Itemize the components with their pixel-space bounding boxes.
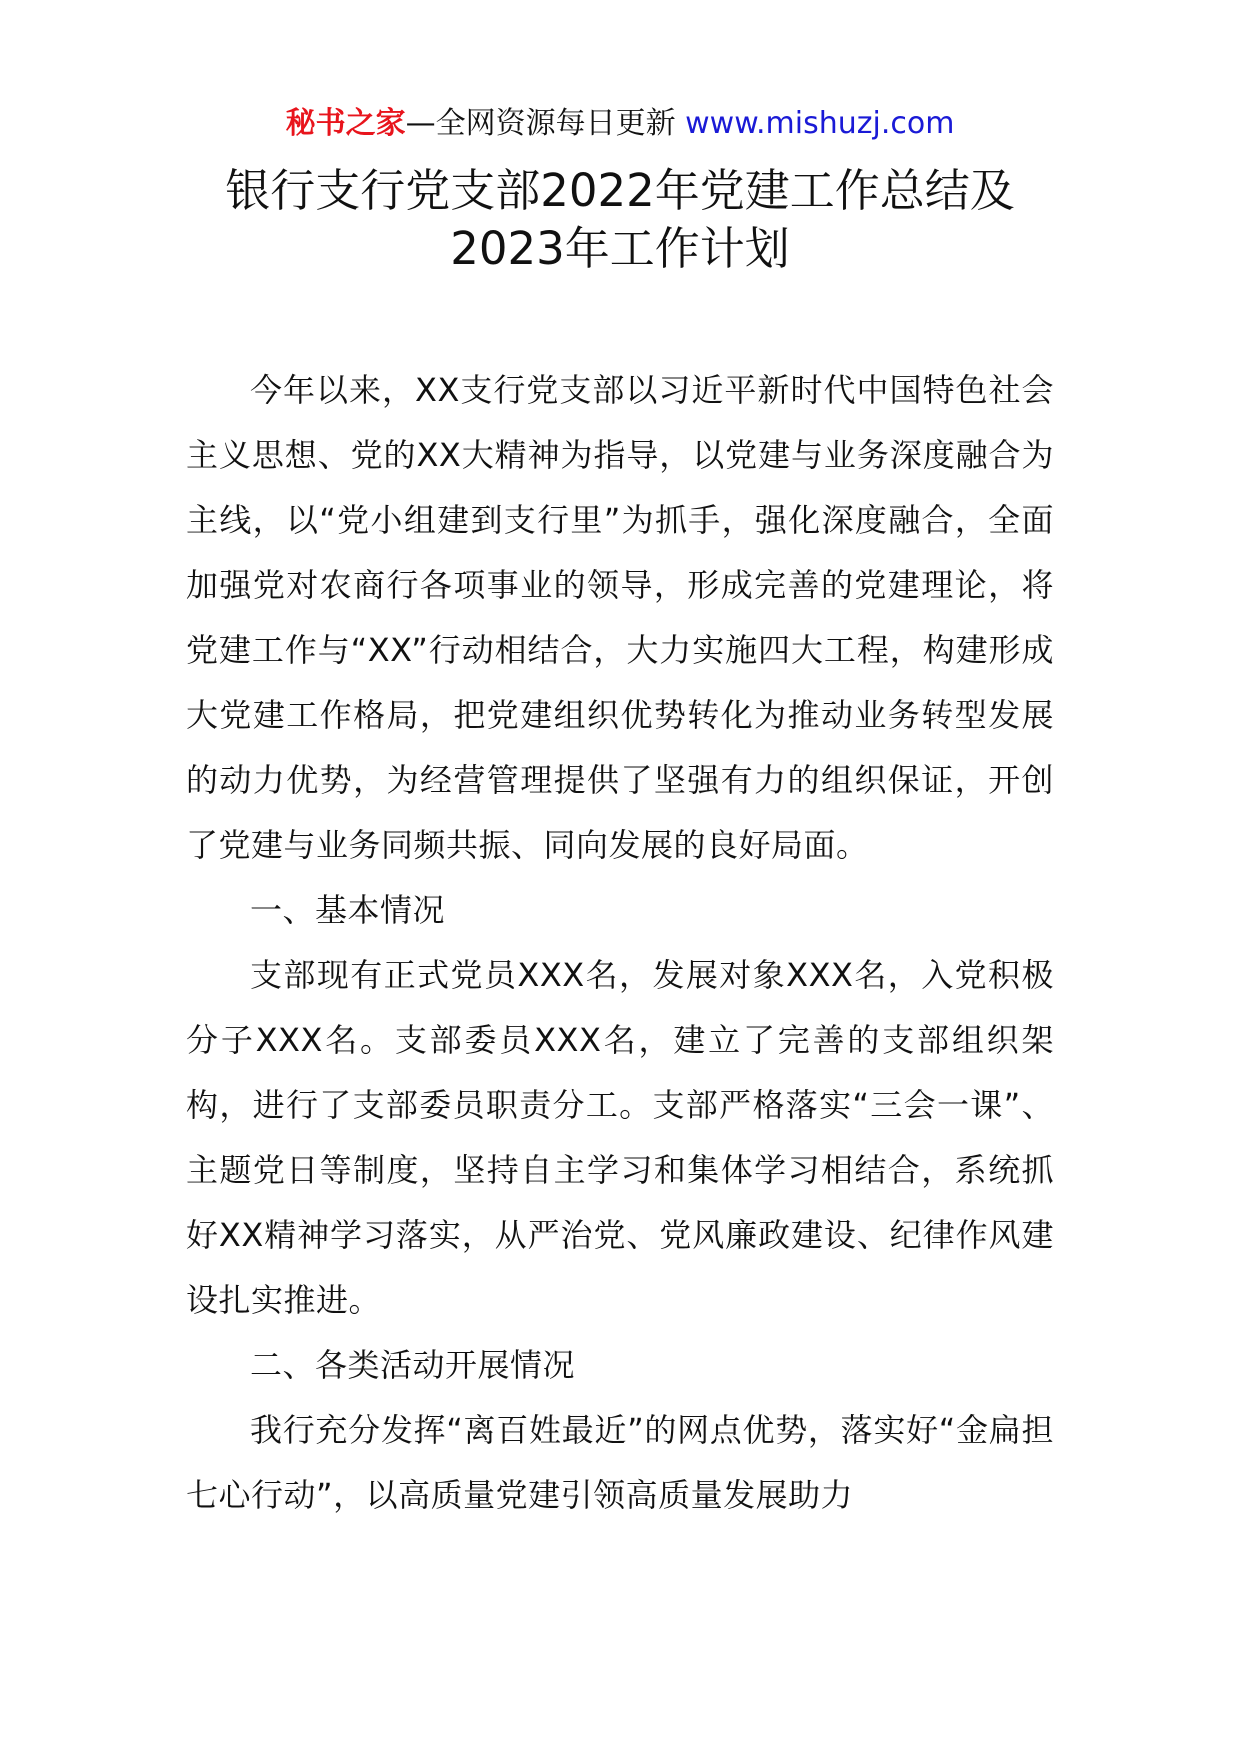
document-body <box>186 358 1054 1528</box>
document-title-line-2: 2023年工作计划 <box>450 222 790 275</box>
site-header <box>0 104 1240 144</box>
intro-paragraph: 今年以来，XX支行党支部以习近平新时代中国特色社会主义思想、党的XX大精神为指导，以党建与业务深度融合为主线，以“党小组建到支行里”为抓手，强化深度融合，全面加强党对农商行各项事业的领导，形成完善的党建理论，将党建工作与“XX”行动相结合，大力实施四大工程，构建形成大党建工作格局，把党建组织优势转化为推动业务转型发展的动力优势，为经营管理提供了坚强有力的组织保证，开创了党建与业务同频共振、同向发展的良好局面。 <box>186 371 1054 864</box>
document-title-line-1: 银行支行党支部2022年党建工作总结及 <box>225 164 1015 217</box>
brand-name: 秘书之家 <box>285 106 406 141</box>
site-url-link[interactable]: www.mishuzj.com <box>685 106 955 141</box>
section-heading-basic-situation: 一、基本情况 <box>250 891 446 929</box>
basic-situation-paragraph: 支部现有正式党员XXX名，发展对象XXX名，入党积极分子XXX名。支部委员XXX名，建立了完善的支部组织架构，进行了支部委员职责分工。支部严格落实“三会一课”、主题党日等制度，坚持自主学习和集体学习相结合，系统抓好XX精神学习落实，从严治党、党风廉政建设、纪律作风建设扎实推进。 <box>186 956 1054 1319</box>
document-title <box>0 162 1240 278</box>
activities-paragraph: 我行充分发挥“离百姓最近”的网点优势，落实好“金扁担七心行动”，以高质量党建引领高质量发展助力 <box>186 1411 1054 1514</box>
section-heading-activities: 二、各类活动开展情况 <box>250 1346 576 1384</box>
header-tagline: —全网资源每日更新 <box>405 106 676 141</box>
